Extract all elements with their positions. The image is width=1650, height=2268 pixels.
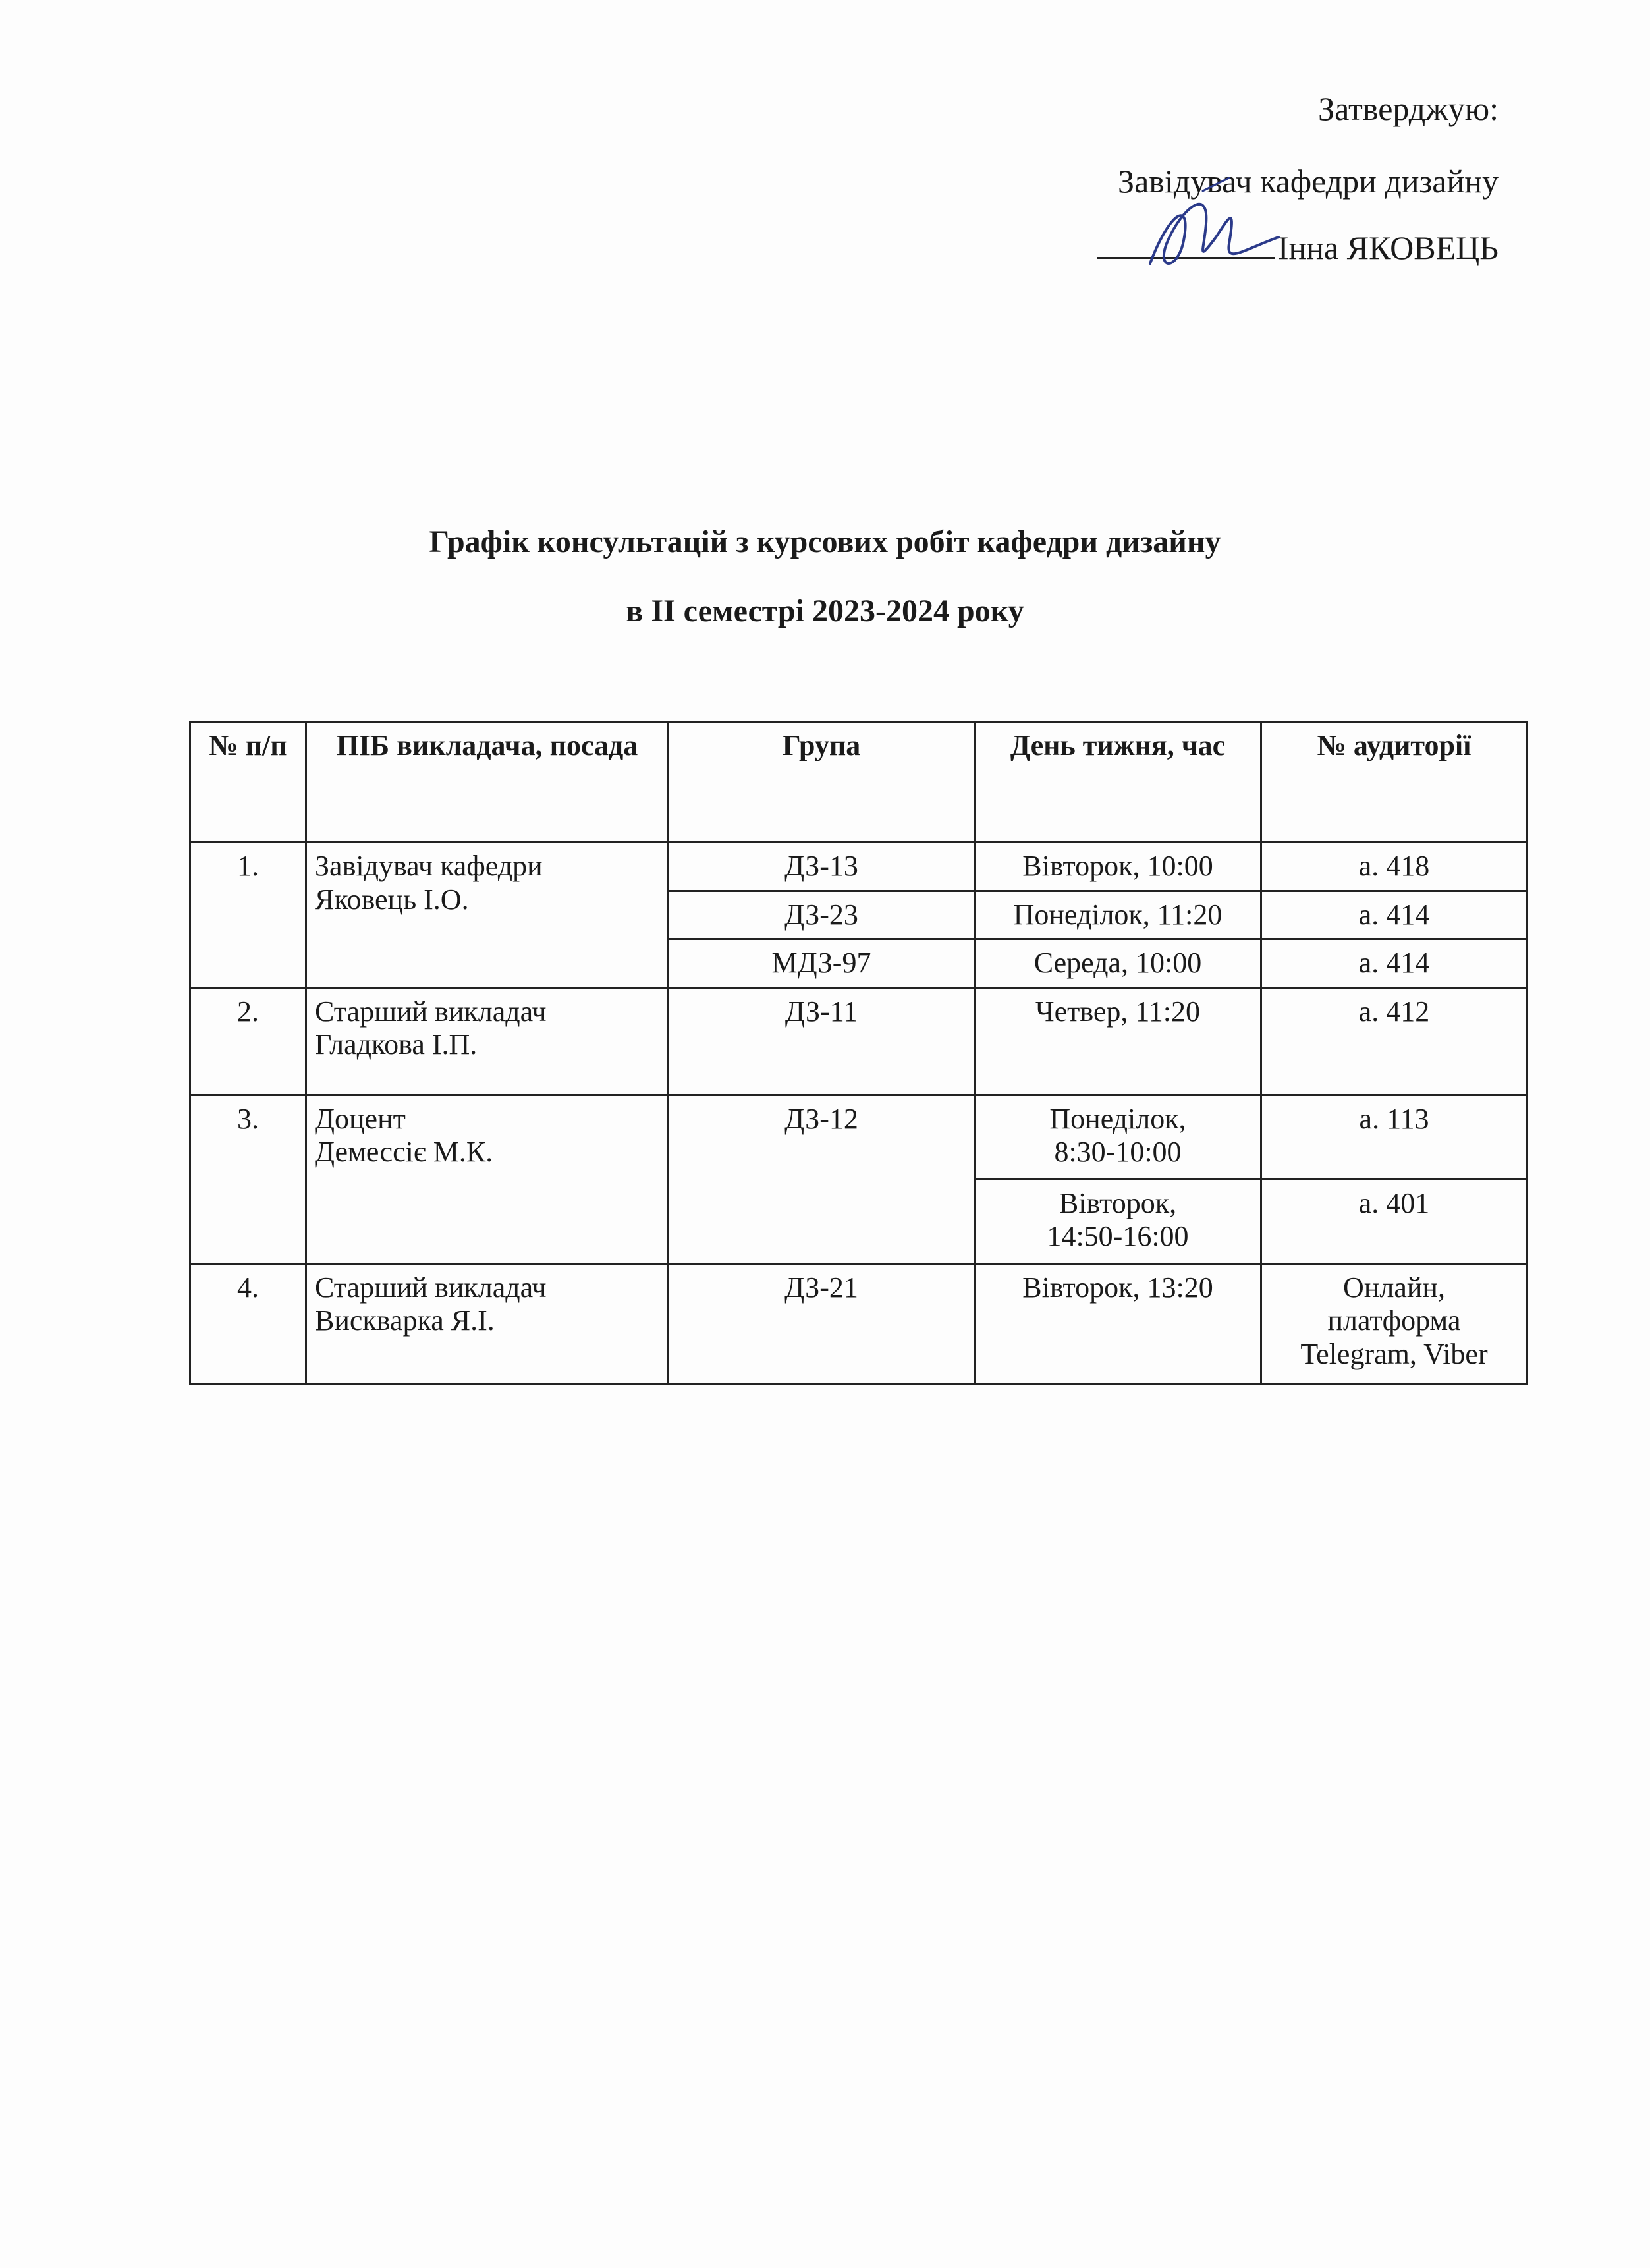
- room-line: Telegram, Viber: [1300, 1337, 1488, 1370]
- table-row: [190, 987, 1527, 1095]
- teacher-name: Демессіє М.К.: [315, 1136, 493, 1169]
- day-cell: Вівторок, 13:20: [975, 1263, 1261, 1384]
- group-cell: МДЗ-97: [669, 939, 975, 988]
- header-name: ПІБ викладача, посада: [306, 722, 669, 843]
- group-cell: ДЗ-11: [669, 987, 975, 1095]
- teacher-name: Вискварка Я.І.: [315, 1304, 495, 1337]
- teacher-position: Старший викладач: [315, 1271, 547, 1304]
- day-cell: Четвер, 11:20: [975, 987, 1261, 1095]
- group-cell: ДЗ-13: [669, 843, 975, 891]
- room-cell: [1261, 1263, 1527, 1384]
- teacher-cell: [306, 1095, 669, 1263]
- teacher-position: Завідувач кафедри: [315, 850, 543, 882]
- approver-position: Завідувач кафедри дизайну: [1118, 163, 1499, 200]
- room-line: Онлайн,: [1343, 1271, 1445, 1304]
- teacher-cell: [306, 843, 669, 988]
- teacher-cell: [306, 987, 669, 1095]
- day-line: Понеділок,: [1049, 1102, 1186, 1135]
- group-cell: ДЗ-12: [669, 1095, 975, 1263]
- teacher-name: Гладкова І.П.: [315, 1028, 478, 1061]
- signature-line: [1097, 231, 1499, 264]
- day-line: Вівторок,: [1059, 1186, 1177, 1219]
- row-num: 3.: [190, 1095, 306, 1263]
- day-cell: Вівторок, 10:00: [975, 843, 1261, 891]
- row-num: 1.: [190, 843, 306, 988]
- approver-name: Інна ЯКОВЕЦЬ: [1277, 229, 1499, 266]
- table-row: [190, 1263, 1527, 1384]
- room-cell: а. 414: [1261, 939, 1527, 988]
- header-day: День тижня, час: [975, 722, 1261, 843]
- teacher-name: Яковець І.О.: [315, 883, 469, 916]
- header-num: № п/п: [190, 722, 306, 843]
- row-num: 4.: [190, 1263, 306, 1384]
- room-cell: а. 401: [1261, 1179, 1527, 1263]
- time-line: 14:50-16:00: [1047, 1220, 1189, 1253]
- consultation-table: [189, 721, 1528, 1385]
- approval-block: [972, 92, 1499, 264]
- group-cell: ДЗ-21: [669, 1263, 975, 1384]
- room-line: платформа: [1327, 1304, 1461, 1337]
- header-room: № аудиторії: [1261, 722, 1527, 843]
- row-num: 2.: [190, 987, 306, 1095]
- day-cell: [975, 1095, 1261, 1179]
- day-cell: Понеділок, 11:20: [975, 891, 1261, 939]
- room-cell: а. 418: [1261, 843, 1527, 891]
- signature-blank: [1097, 231, 1275, 259]
- approval-label: Затверджую:: [1318, 90, 1499, 127]
- document-title: Графік консультацій з курсових робіт кафедри дизайну: [429, 524, 1221, 559]
- header-group: Група: [669, 722, 975, 843]
- day-cell: [975, 1179, 1261, 1263]
- table-header-row: [190, 722, 1527, 843]
- document-subtitle: в ІІ семестрі 2023-2024 року: [626, 594, 1024, 628]
- teacher-position: Старший викладач: [315, 995, 547, 1028]
- table-row: [190, 1095, 1527, 1179]
- room-cell: а. 113: [1261, 1095, 1527, 1179]
- table-row: [190, 843, 1527, 891]
- room-cell: а. 412: [1261, 987, 1527, 1095]
- teacher-cell: [306, 1263, 669, 1384]
- day-cell: Середа, 10:00: [975, 939, 1261, 988]
- time-line: 8:30-10:00: [1054, 1136, 1182, 1169]
- group-cell: ДЗ-23: [669, 891, 975, 939]
- room-cell: а. 414: [1261, 891, 1527, 939]
- teacher-position: Доцент: [315, 1102, 406, 1135]
